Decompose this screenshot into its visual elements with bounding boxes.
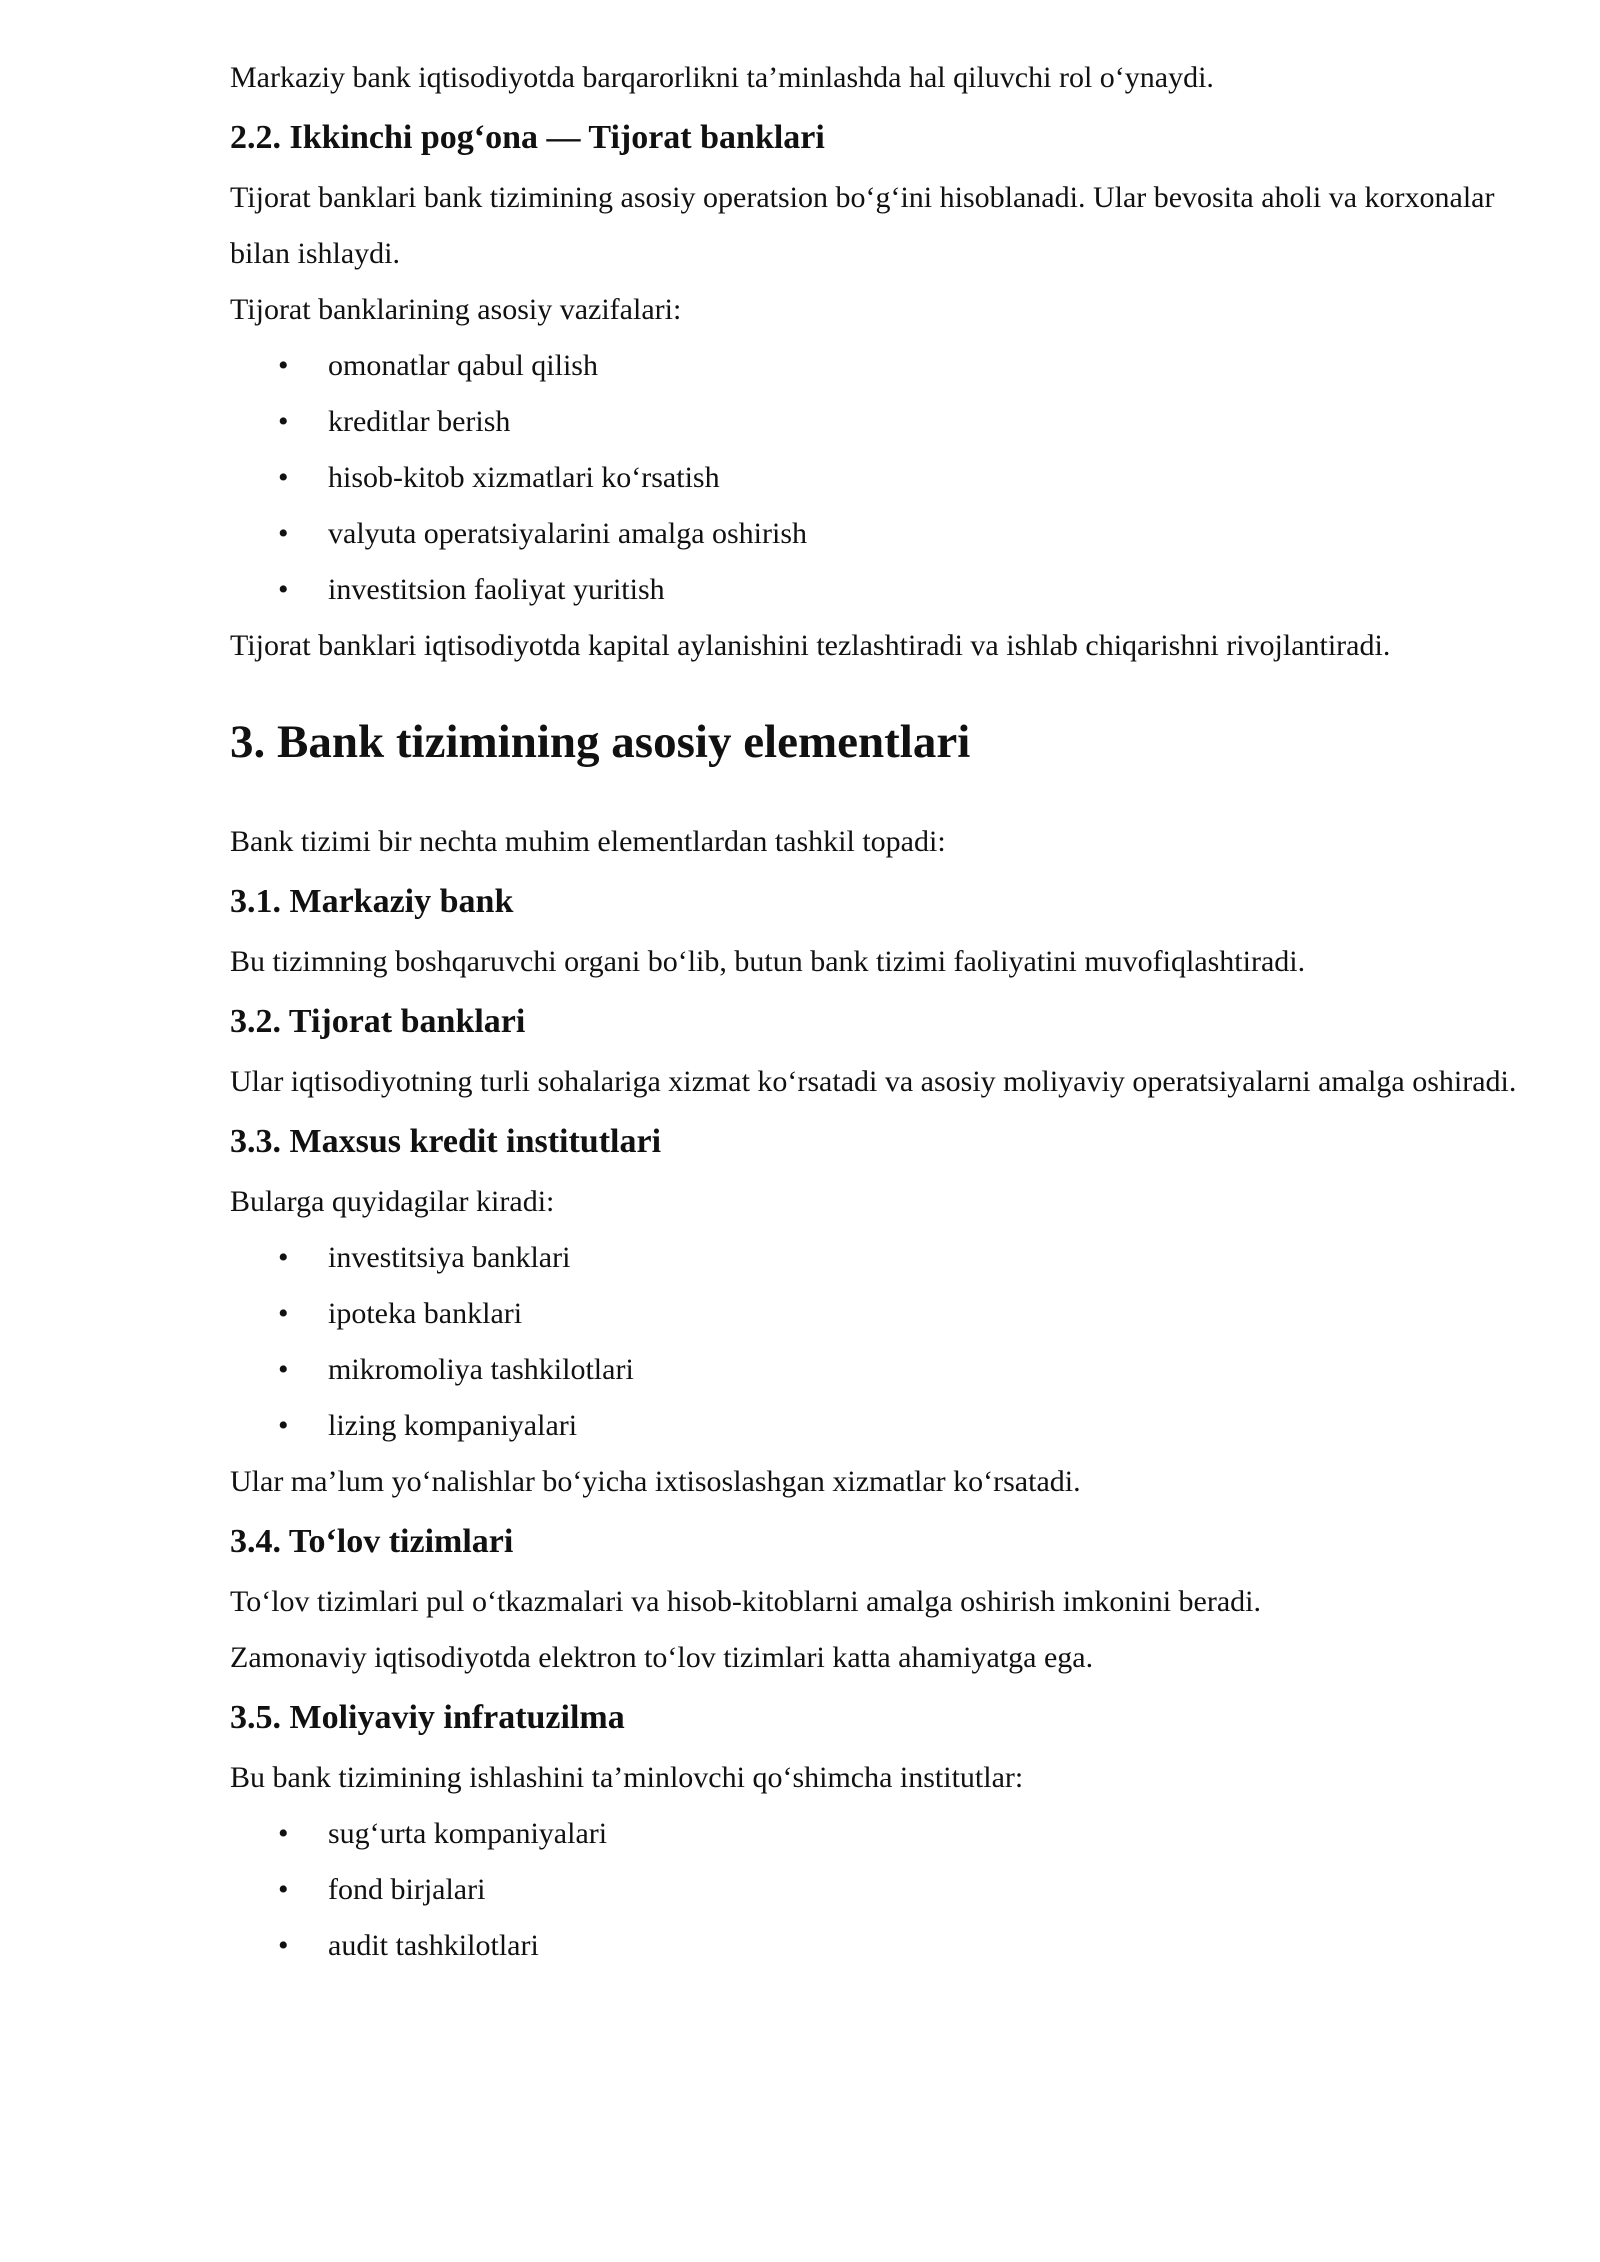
list-item-text: lizing kompaniyalari <box>328 1409 578 1442</box>
list-item-text: hisob-kitob xizmatlari ko‘rsatish <box>328 461 720 494</box>
section-heading: 3.1. Markaziy bank <box>230 883 514 920</box>
bullet-icon: • <box>278 1241 289 1274</box>
paragraph: Tijorat banklari iqtisodiyotda kapital aylanishini tezlashtiradi va ishlab chiqarishni rivojlantiradi. <box>230 629 1391 662</box>
bullet-list <box>230 1806 1520 1974</box>
list-item-text: audit tashkilotlari <box>328 1929 539 1962</box>
list-item <box>230 1918 1520 1974</box>
bullet-icon: • <box>278 1929 289 1962</box>
bullet-icon: • <box>278 1409 289 1442</box>
section-heading: 3.5. Moliyaviy infratuzilma <box>230 1699 625 1736</box>
list-item-text: mikromoliya tashkilotlari <box>328 1353 634 1386</box>
paragraph: Bu tizimning boshqaruvchi organi bo‘lib, butun bank tizimi faoliyatini muvofiqlashtiradi. <box>230 945 1306 978</box>
list-item <box>230 562 1520 618</box>
paragraph: To‘lov tizimlari pul o‘tkazmalari va hisob-kitoblarni amalga oshirish imkonini beradi. <box>230 1585 1261 1618</box>
list-item <box>230 1398 1520 1454</box>
list-item <box>230 1342 1520 1398</box>
list-item <box>230 1230 1520 1286</box>
bullet-icon: • <box>278 517 289 550</box>
bullet-list <box>230 1230 1520 1454</box>
paragraph: Tijorat banklari bank tizimining asosiy operatsion bo‘g‘ini hisoblanadi. Ular bevosita aholi va korxonalar bilan ishlaydi. <box>230 181 1495 270</box>
list-item <box>230 1806 1520 1862</box>
list-item <box>230 1286 1520 1342</box>
bullet-list <box>230 338 1520 618</box>
list-item <box>230 1862 1520 1918</box>
bullet-icon: • <box>278 573 289 606</box>
list-item <box>230 506 1520 562</box>
chapter-heading: 3. Bank tizimining asosiy elementlari <box>230 716 971 768</box>
bullet-icon: • <box>278 461 289 494</box>
paragraph: Zamonaviy iqtisodiyotda elektron to‘lov tizimlari katta ahamiyatga ega. <box>230 1641 1094 1674</box>
section-heading: 2.2. Ikkinchi pog‘ona — Tijorat banklari <box>230 119 825 156</box>
paragraph: Bu bank tizimining ishlashini ta’minlovchi qo‘shimcha institutlar: <box>230 1761 1024 1794</box>
bullet-icon: • <box>278 1353 289 1386</box>
list-item-text: valyuta operatsiyalarini amalga oshirish <box>328 517 808 550</box>
list-item-text: ipoteka banklari <box>328 1297 523 1330</box>
bullet-icon: • <box>278 405 289 438</box>
list-item-text: investitsion faoliyat yuritish <box>328 573 665 606</box>
list-item-text: fond birjalari <box>328 1873 486 1906</box>
paragraph: Tijorat banklarining asosiy vazifalari: <box>230 293 682 326</box>
paragraph: Bularga quyidagilar kiradi: <box>230 1185 555 1218</box>
document-page <box>230 50 1520 1974</box>
list-item <box>230 338 1520 394</box>
list-item <box>230 394 1520 450</box>
section-heading: 3.2. Tijorat banklari <box>230 1003 526 1040</box>
list-item-text: investitsiya banklari <box>328 1241 571 1274</box>
list-item-text: kreditlar berish <box>328 405 511 438</box>
paragraph: Markaziy bank iqtisodiyotda barqarorlikni ta’minlashda hal qiluvchi rol o‘ynaydi. <box>230 61 1214 94</box>
section-heading: 3.4. To‘lov tizimlari <box>230 1523 514 1560</box>
list-item-text: sug‘urta kompaniyalari <box>328 1817 608 1850</box>
paragraph: Ular iqtisodiyotning turli sohalariga xizmat ko‘rsatadi va asosiy moliyaviy operatsiyalarni amalga oshiradi. <box>230 1065 1517 1098</box>
bullet-icon: • <box>278 349 289 382</box>
list-item-text: omonatlar qabul qilish <box>328 349 598 382</box>
bullet-icon: • <box>278 1817 289 1850</box>
bullet-icon: • <box>278 1873 289 1906</box>
bullet-icon: • <box>278 1297 289 1330</box>
list-item <box>230 450 1520 506</box>
paragraph: Bank tizimi bir nechta muhim elementlardan tashkil topadi: <box>230 825 946 858</box>
paragraph: Ular ma’lum yo‘nalishlar bo‘yicha ixtisoslashgan xizmatlar ko‘rsatadi. <box>230 1465 1081 1498</box>
section-heading: 3.3. Maxsus kredit institutlari <box>230 1123 662 1160</box>
